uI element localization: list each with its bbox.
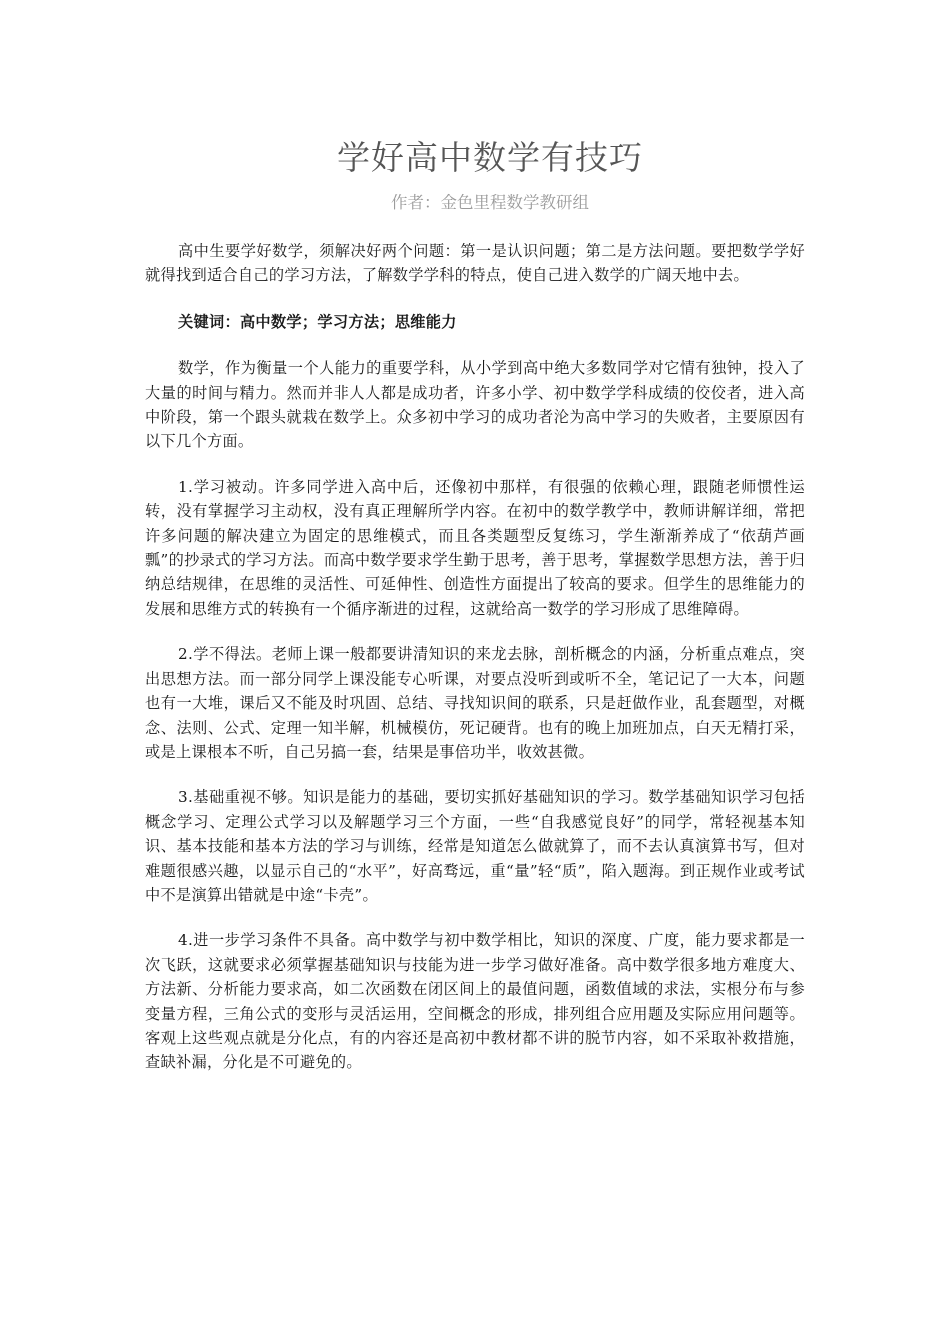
document-author: 作者：金色里程数学教研组 xyxy=(391,193,589,212)
keywords-line: 关键词：高中数学；学习方法；思维能力 xyxy=(178,312,457,331)
point-paragraph-4: 4.进一步学习条件不具备。高中数学与初中数学相比，知识的深度、广度，能力要求都是一次飞跃，这就要求必须掌握基础知识与技能为进一步学习做好准备。高中数学很多地方难度大、方法新、分析能力要求高，如二次函数在闭区间上的最值问题，函数值域的求法，实根分布与参变量方程，三角公式的变形与灵活运用，空间概念的形成，排列组合应用题及实际应用问题等。客观上这些观点就是分化点，有的内容还是高初中教材都不讲的脱节内容，如不采取补救措施，查缺补漏，分化是不可避免的。 xyxy=(145,931,805,1072)
abstract-paragraph: 高中生要学好数学，须解决好两个问题：第一是认识问题；第二是方法问题。要把数学学好就得找到适合自己的学习方法，了解数学学科的特点，使自己进入数学的广阔天地中去。 xyxy=(145,242,805,285)
document-title: 学好高中数学有技巧 xyxy=(337,138,643,177)
point-paragraph-2: 2.学不得法。老师上课一般都要讲清知识的来龙去脉，剖析概念的内涵，分析重点难点，突出思想方法。而一部分同学上课没能专心听课，对要点没听到或听不全，笔记记了一大本，问题也有一大堆，课后又不能及时巩固、总结、寻找知识间的联系，只是赶做作业，乱套题型，对概念、法则、公式、定理一知半解，机械模仿，死记硬背。也有的晚上加班加点，白天无精打采，或是上课根本不听，自己另搞一套，结果是事倍功半，收效甚微。 xyxy=(145,645,805,761)
point-paragraph-1: 1.学习被动。许多同学进入高中后，还像初中那样，有很强的依赖心理，跟随老师惯性运转，没有掌握学习主动权，没有真正理解所学内容。在初中的数学教学中，教师讲解详细，常把许多问题的解决建立为固定的思维模式，而且各类题型反复练习，学生渐渐养成了“依葫芦画瓢”的抄录式的学习方法。而高中数学要求学生勤于思考，善于思考，掌握数学思想方法，善于归纳总结规律，在思维的灵活性、可延伸性、创造性方面提出了较高的要求。但学生的思维能力的发展和思维方式的转换有一个循序渐进的过程，这就给高一数学的学习形成了思维障碍。 xyxy=(145,477,805,618)
document-page xyxy=(145,130,805,1075)
point-paragraph-3: 3.基础重视不够。知识是能力的基础，要切实抓好基础知识的学习。数学基础知识学习包括概念学习、定理公式学习以及解题学习三个方面，一些“自我感觉良好”的同学，常轻视基本知识、基本技能和基本方法的学习与训练，经常是知道怎么做就算了，而不去认真演算书写，但对难题很感兴趣，以显示自己的“水平”，好高骛远，重“量”轻“质”，陷入题海。到正规作业或考试中不是演算出错就是中途“卡壳”。 xyxy=(145,788,805,904)
intro-paragraph: 数学，作为衡量一个人能力的重要学科，从小学到高中绝大多数同学对它情有独钟，投入了大量的时间与精力。然而并非人人都是成功者，许多小学、初中数学学科成绩的佼佼者，进入高中阶段，第一个跟头就栽在数学上。众多初中学习的成功者沦为高中学习的失败者，主要原因有以下几个方面。 xyxy=(145,359,805,451)
